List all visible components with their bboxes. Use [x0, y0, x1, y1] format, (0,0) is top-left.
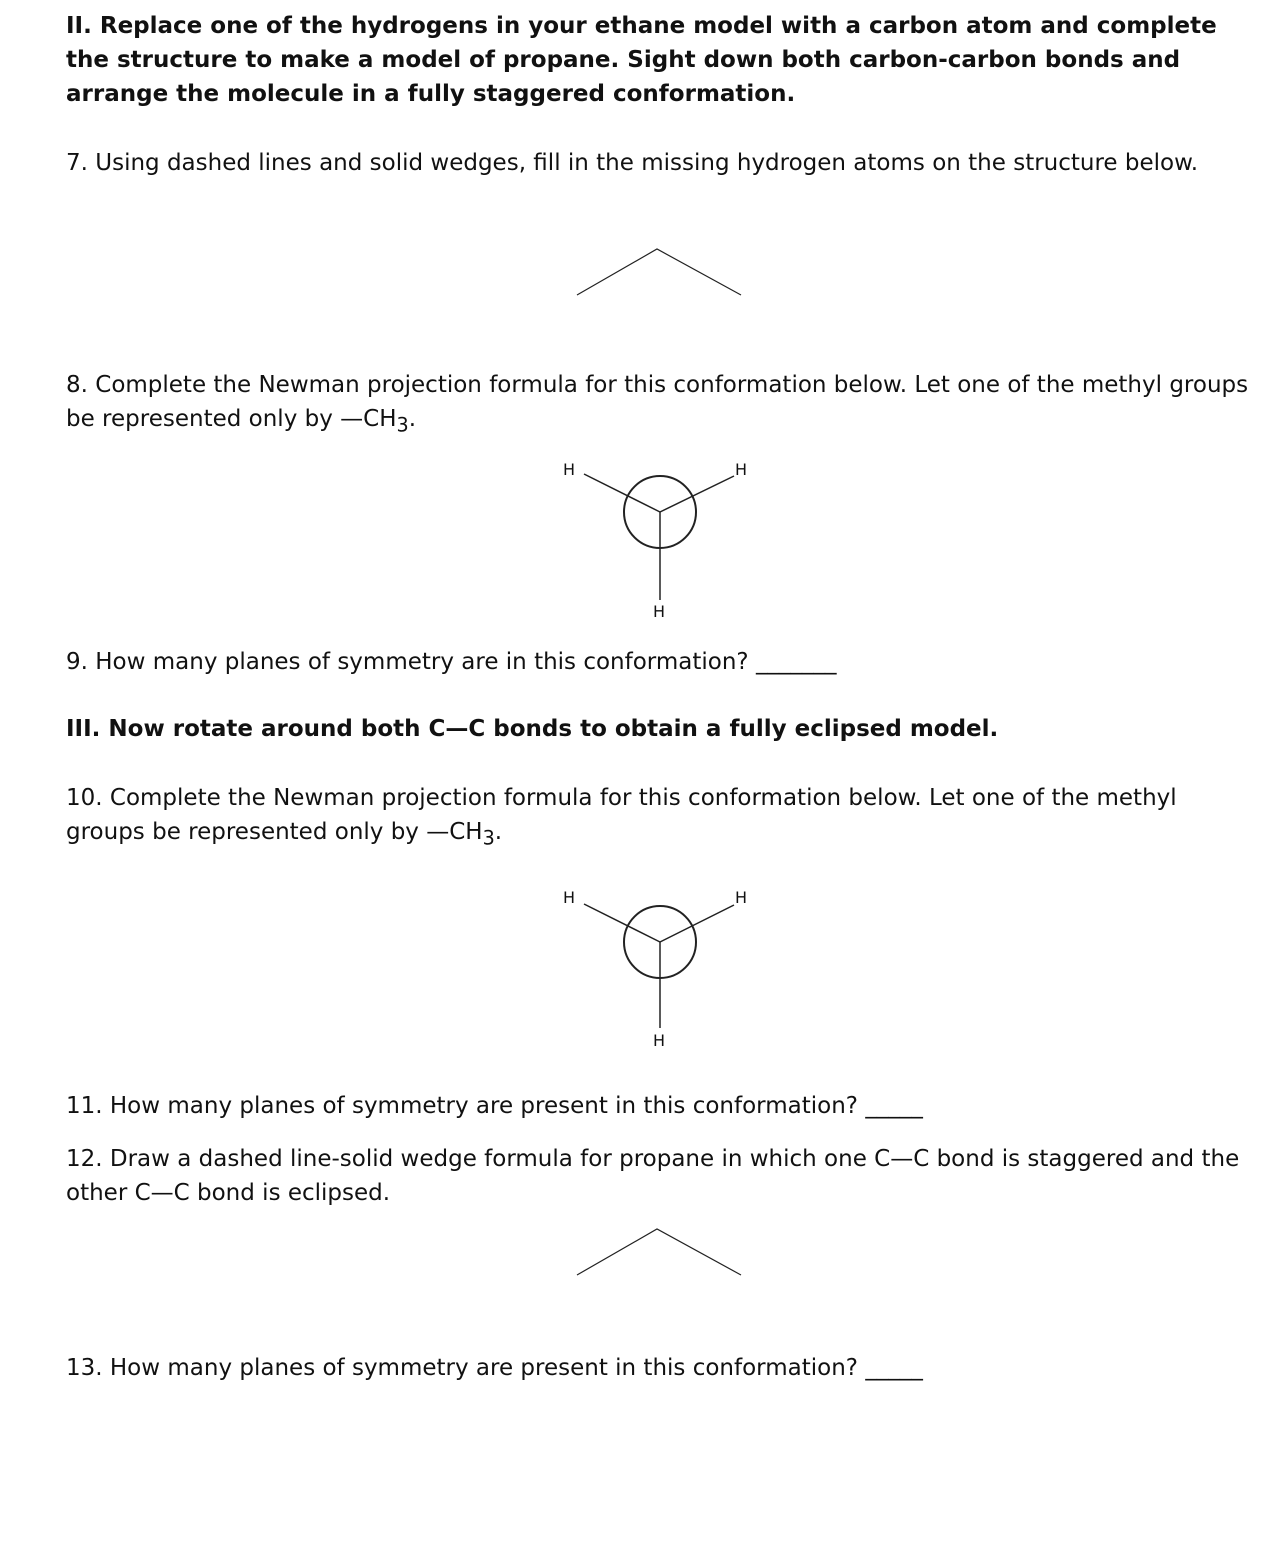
newman-front-bond-left: [584, 474, 660, 512]
question-13-text: 13. How many planes of symmetry are present in this conformation?: [66, 1355, 858, 1381]
question-9-answer-blank[interactable]: _______: [755, 649, 837, 675]
question-13: [66, 1351, 1256, 1385]
newman-h-bottom: H: [653, 1031, 666, 1050]
question-10: [66, 781, 1256, 856]
question-10-subscript: 3: [482, 826, 495, 850]
question-11-text: 11. How many planes of symmetry are present in this conformation?: [66, 1093, 858, 1119]
newman-h-right: H: [735, 460, 748, 479]
newman-h-left: H: [563, 460, 576, 479]
question-9: [66, 645, 1256, 679]
question-13-answer-blank[interactable]: _____: [865, 1355, 923, 1381]
newman-h-left: H: [563, 888, 576, 907]
newman-projection-q10: [563, 888, 747, 1050]
question-8-end: .: [408, 406, 417, 432]
question-12: 12. Draw a dashed line-solid wedge formula for propane in which one C—C bond is staggered and the other C—C bond is eclipsed.: [66, 1146, 1240, 1206]
question-11: [66, 1089, 1256, 1123]
question-8-text: 8. Complete the Newman projection formula for this conformation below. Let one of the methyl groups be represented only by —CH: [66, 372, 1249, 432]
question-10-end: .: [494, 819, 503, 845]
question-8-subscript: 3: [396, 413, 409, 437]
newman-h-right: H: [735, 888, 748, 907]
question-7: 7. Using dashed lines and solid wedges, fill in the missing hydrogen atoms on the structure below.: [66, 150, 1199, 176]
newman-h-bottom: H: [653, 602, 666, 621]
newman-projection-q8: [563, 460, 747, 621]
question-9-text: 9. How many planes of symmetry are in this conformation?: [66, 649, 749, 675]
question-8: [66, 368, 1256, 443]
question-10-text: 10. Complete the Newman projection formula for this conformation below. Let one of the methyl groups be represented only by —CH: [66, 785, 1177, 845]
propane-skeleton-q7: [577, 249, 741, 295]
newman-front-bond-right: [660, 905, 734, 942]
question-11-answer-blank[interactable]: _____: [865, 1093, 923, 1119]
newman-front-bond-right: [660, 476, 734, 512]
propane-skeleton-q12: [577, 1229, 741, 1275]
section-3-heading: III. Now rotate around both C—C bonds to obtain a fully eclipsed model.: [66, 716, 999, 742]
section-2-heading: II. Replace one of the hydrogens in your ethane model with a carbon atom and complete the structure to make a model of propane. Sight down both carbon-carbon bonds and arrange the molecule in a fully staggered conformation.: [66, 13, 1217, 107]
newman-front-bond-left: [584, 904, 660, 942]
